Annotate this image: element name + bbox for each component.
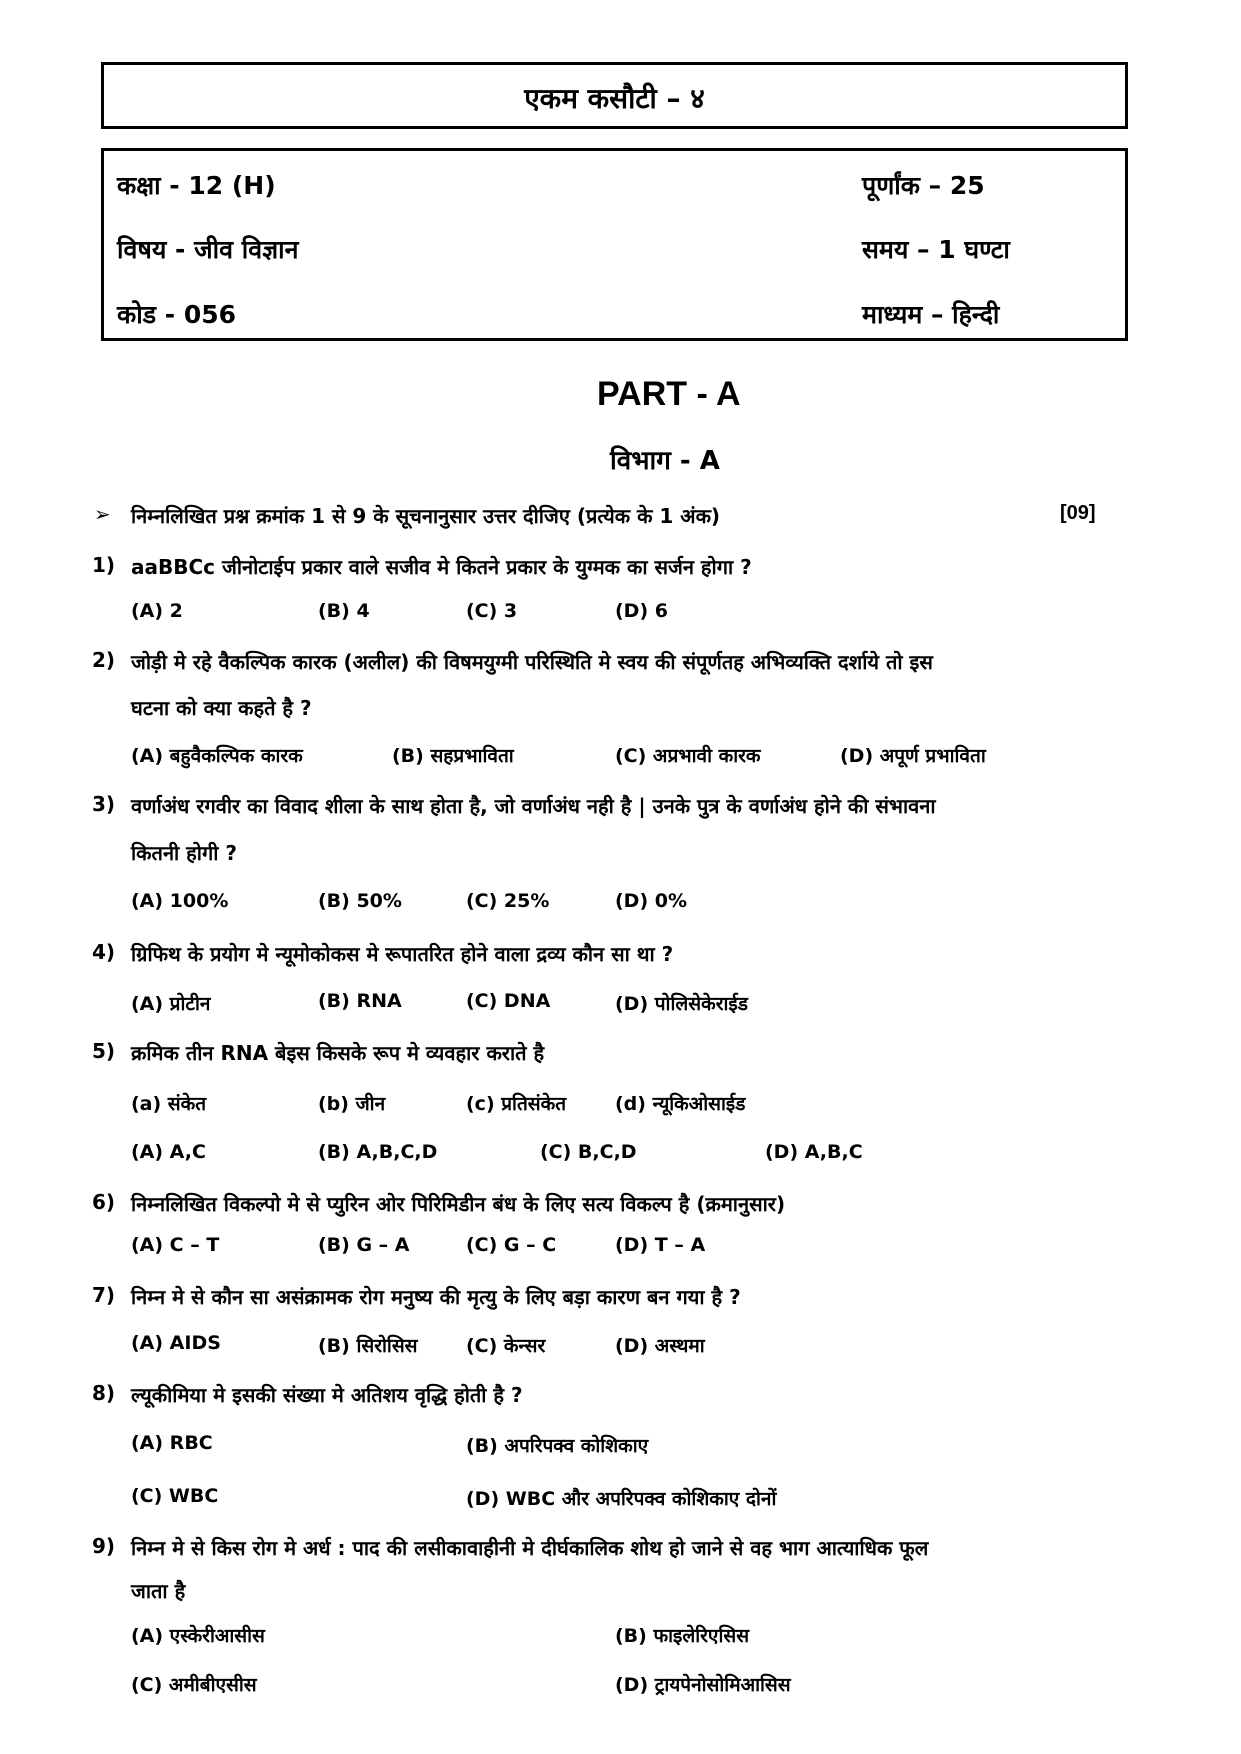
subject-label: विषय - जीव विज्ञान <box>117 235 299 264</box>
option: (B) 4 <box>318 600 370 622</box>
option: (A) प्रोटीन <box>131 993 211 1015</box>
option: (C) 3 <box>466 600 518 622</box>
question-number: 9) <box>92 1534 116 1558</box>
option: (D) T – A <box>615 1234 706 1256</box>
question-text: ल्यूकीमिया मे इसकी संख्या मे अतिशय वृद्धि होती है ? <box>131 1383 523 1407</box>
total-marks-label: पूर्णांक – 25 <box>862 171 985 200</box>
option: (A) बहुवैकल्पिक कारक <box>131 745 303 767</box>
option: (B) RNA <box>318 990 402 1012</box>
time-label: समय – 1 घण्टा <box>862 235 1010 264</box>
option: (B) सहप्रभाविता <box>392 745 514 767</box>
option: (D) पोलिसेकेराईड <box>615 993 748 1015</box>
option: (B) फाइलेरिएसिस <box>615 1625 750 1647</box>
question-number: 7) <box>92 1283 116 1307</box>
instruction-text: निम्नलिखित प्रश्न क्रमांक 1 से 9 के सूचनानुसार उत्तर दीजिए (प्रत्येक के 1 अंक) <box>131 504 721 528</box>
sub-option: (a) संकेत <box>131 1093 207 1115</box>
option: (C) अप्रभावी कारक <box>615 745 761 767</box>
question-text: ग्रिफिथ के प्रयोग मे न्यूमोकोकस मे रूपातरित होने वाला द्रव्य कौन सा था ? <box>131 942 674 966</box>
question-text: कितनी होगी ? <box>131 841 237 865</box>
question-text: निम्न मे से किस रोग मे अर्ध : पाद की लसीकावाहीनी मे दीर्घकालिक शोथ हो जाने से वह भाग आत्याधिक फूल <box>131 1536 929 1560</box>
option: (A) AIDS <box>131 1332 221 1354</box>
question-text: जाता है <box>131 1579 186 1603</box>
option: (B) 50% <box>318 890 402 912</box>
question-number: 5) <box>92 1039 116 1063</box>
class-label: कक्षा - 12 (H) <box>117 171 276 200</box>
question-text: जोड़ी मे रहे वैकल्पिक कारक (अलील) की विषमयुग्मी परिस्थिति मे स्वय की संपूर्णतह अभिव्यक्ति दर्शाये तो इस <box>131 650 933 674</box>
question-text: निम्नलिखित विकल्पो मे से प्युरिन ओर पिरिमिडीन बंध के लिए सत्य विकल्प है (क्रमानुसार) <box>131 1192 786 1216</box>
medium-label: माध्यम – हिन्दी <box>862 300 1000 329</box>
option: (D) A,B,C <box>765 1141 863 1163</box>
question-number: 2) <box>92 648 116 672</box>
option: (D) अपूर्ण प्रभाविता <box>840 745 986 767</box>
option: (C) DNA <box>466 990 551 1012</box>
sub-option: (c) प्रतिसंकेत <box>466 1093 567 1115</box>
option: (A) RBC <box>131 1432 213 1454</box>
question-text: aaBBCc जीनोटाईप प्रकार वाले सजीव मे कितने प्रकार के युग्मक का सर्जन होगा ? <box>131 555 752 579</box>
instruction-marks: [09] <box>1060 502 1096 524</box>
question-text: घटना को क्या कहते है ? <box>131 696 312 720</box>
option: (C) B,C,D <box>540 1141 637 1163</box>
question-number: 1) <box>92 553 116 577</box>
sub-option: (b) जीन <box>318 1093 386 1115</box>
question-number: 3) <box>92 792 116 816</box>
question-text: क्रमिक तीन RNA बेइस किसके रूप मे व्यवहार कराते है <box>131 1041 545 1065</box>
option: (D) ट्रायपेनोसोमिआसिस <box>615 1674 791 1696</box>
option: (C) G – C <box>466 1234 557 1256</box>
option: (D) 0% <box>615 890 688 912</box>
option: (C) WBC <box>131 1485 219 1507</box>
question-text: निम्न मे से कौन सा असंक्रामक रोग मनुष्य की मृत्यु के लिए बड़ा कारण बन गया है ? <box>131 1285 741 1309</box>
option: (A) A,C <box>131 1141 206 1163</box>
option: (D) 6 <box>615 600 668 622</box>
question-number: 6) <box>92 1190 116 1214</box>
instruction-bullet: ➢ <box>94 502 111 526</box>
option: (A) 2 <box>131 600 183 622</box>
option: (C) 25% <box>466 890 550 912</box>
question-number: 4) <box>92 940 116 964</box>
option: (B) G – A <box>318 1234 410 1256</box>
question-number: 8) <box>92 1381 116 1405</box>
part-heading: PART - A <box>597 375 741 413</box>
option: (B) A,B,C,D <box>318 1141 438 1163</box>
code-label: कोड - 056 <box>117 300 237 329</box>
option: (B) अपरिपक्व कोशिकाए <box>466 1435 649 1457</box>
exam-title: एकम कसौटी – ४ <box>524 82 705 115</box>
sub-option: (d) न्यूकिओसाईड <box>615 1093 746 1115</box>
option: (C) केन्सर <box>466 1335 546 1357</box>
question-text: वर्णाअंध रगवीर का विवाद शीला के साथ होता है, जो वर्णाअंध नही है | उनके पुत्र के वर्णाअंध होने की संभावना <box>131 794 936 818</box>
option: (A) 100% <box>131 890 229 912</box>
section-heading: विभाग - A <box>610 446 720 476</box>
option: (D) WBC और अपरिपक्व कोशिकाए दोनों <box>466 1488 777 1510</box>
option: (A) एस्केरीआसीस <box>131 1625 265 1647</box>
title-box <box>101 62 1128 129</box>
option: (C) अमीबीएसीस <box>131 1674 257 1696</box>
option: (B) सिरोसिस <box>318 1335 418 1357</box>
option: (D) अस्थमा <box>615 1335 705 1357</box>
option: (A) C – T <box>131 1234 220 1256</box>
